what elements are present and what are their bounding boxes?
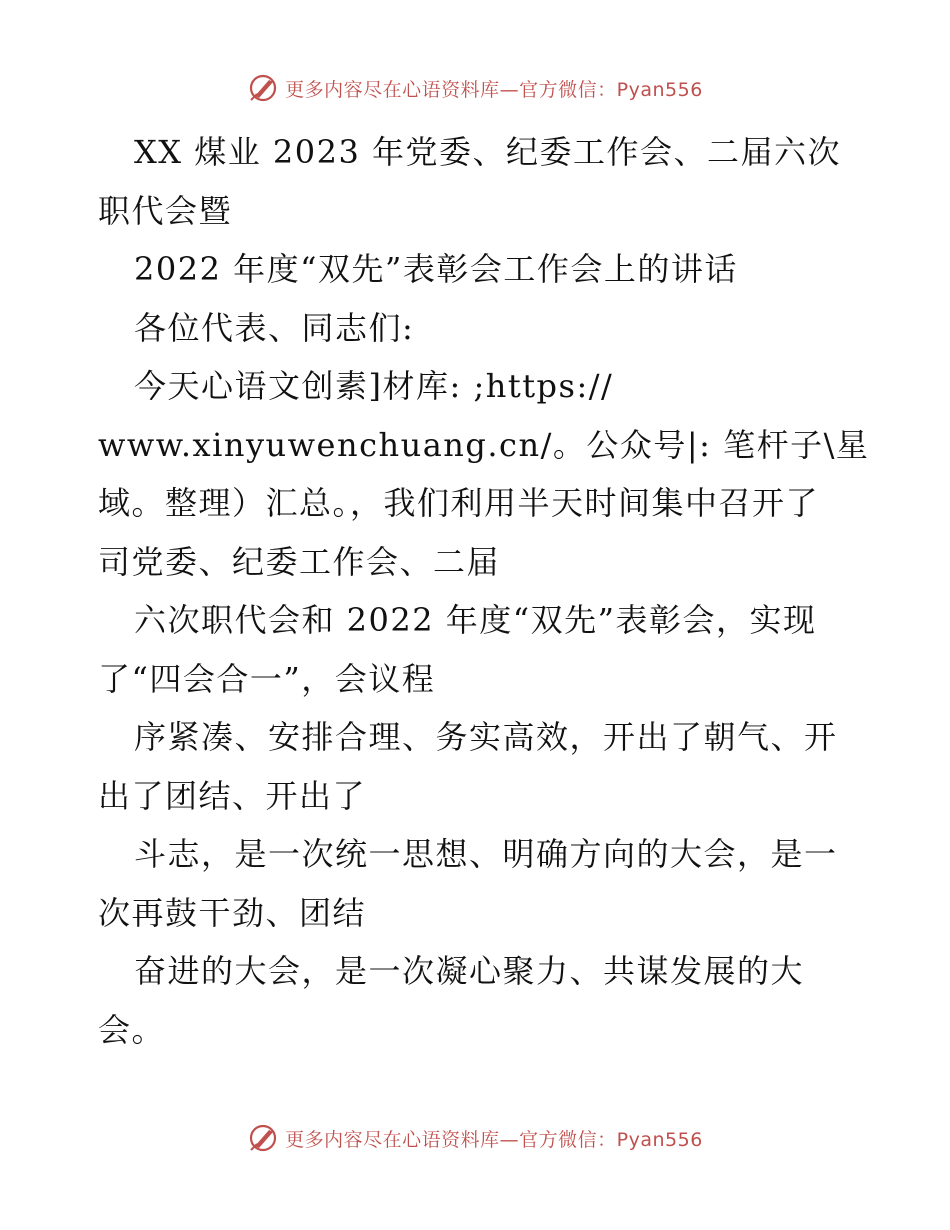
text-line: 奋进的大会，是一次凝心聚力、共谋发展的大 xyxy=(134,952,805,990)
header-watermark xyxy=(0,72,950,104)
document-body xyxy=(98,123,868,1059)
text-line: 序紧凑、安排合理、务实高效，开出了朝气、开 xyxy=(134,718,838,756)
text-line: 出了团结、开出了 xyxy=(98,776,367,815)
text-line: 会。 xyxy=(98,1010,166,1049)
quill-logo-icon xyxy=(247,72,279,104)
footer-watermark xyxy=(0,1122,950,1154)
text-line: 职代会暨 xyxy=(98,191,233,230)
watermark-text: 更多内容尽在心语资料库—官方微信：Pyan556 xyxy=(285,1128,703,1151)
text-line: 今天心语文创素]材库: ;https:// xyxy=(134,367,614,405)
text-line: 各位代表、同志们: xyxy=(134,308,415,347)
text-line: 司党委、纪委工作会、二届 xyxy=(98,542,501,581)
text-line: XX 煤业 2023 年党委、纪委工作会、二届六次 xyxy=(134,133,842,171)
quill-logo-icon xyxy=(247,1122,279,1154)
text-line: www.xinyuwenchuang.cn/。公众号|: 笔杆子\星 xyxy=(98,425,870,464)
text-line: 次再鼓干劲、团结 xyxy=(98,893,367,932)
watermark-text: 更多内容尽在心语资料库—官方微信：Pyan556 xyxy=(285,78,703,101)
text-line: 域。整理）汇总。，我们利用半天时间集中召开了 xyxy=(98,484,820,522)
text-line: 2022 年度“双先”表彰会工作会上的讲话 xyxy=(134,250,738,288)
text-line: 了“四会合一”，会议程 xyxy=(98,659,436,698)
text-line: 斗志，是一次统一思想、明确方向的大会，是一 xyxy=(134,835,838,873)
text-line: 六次职代会和 2022 年度“双先”表彰会，实现 xyxy=(134,601,817,639)
